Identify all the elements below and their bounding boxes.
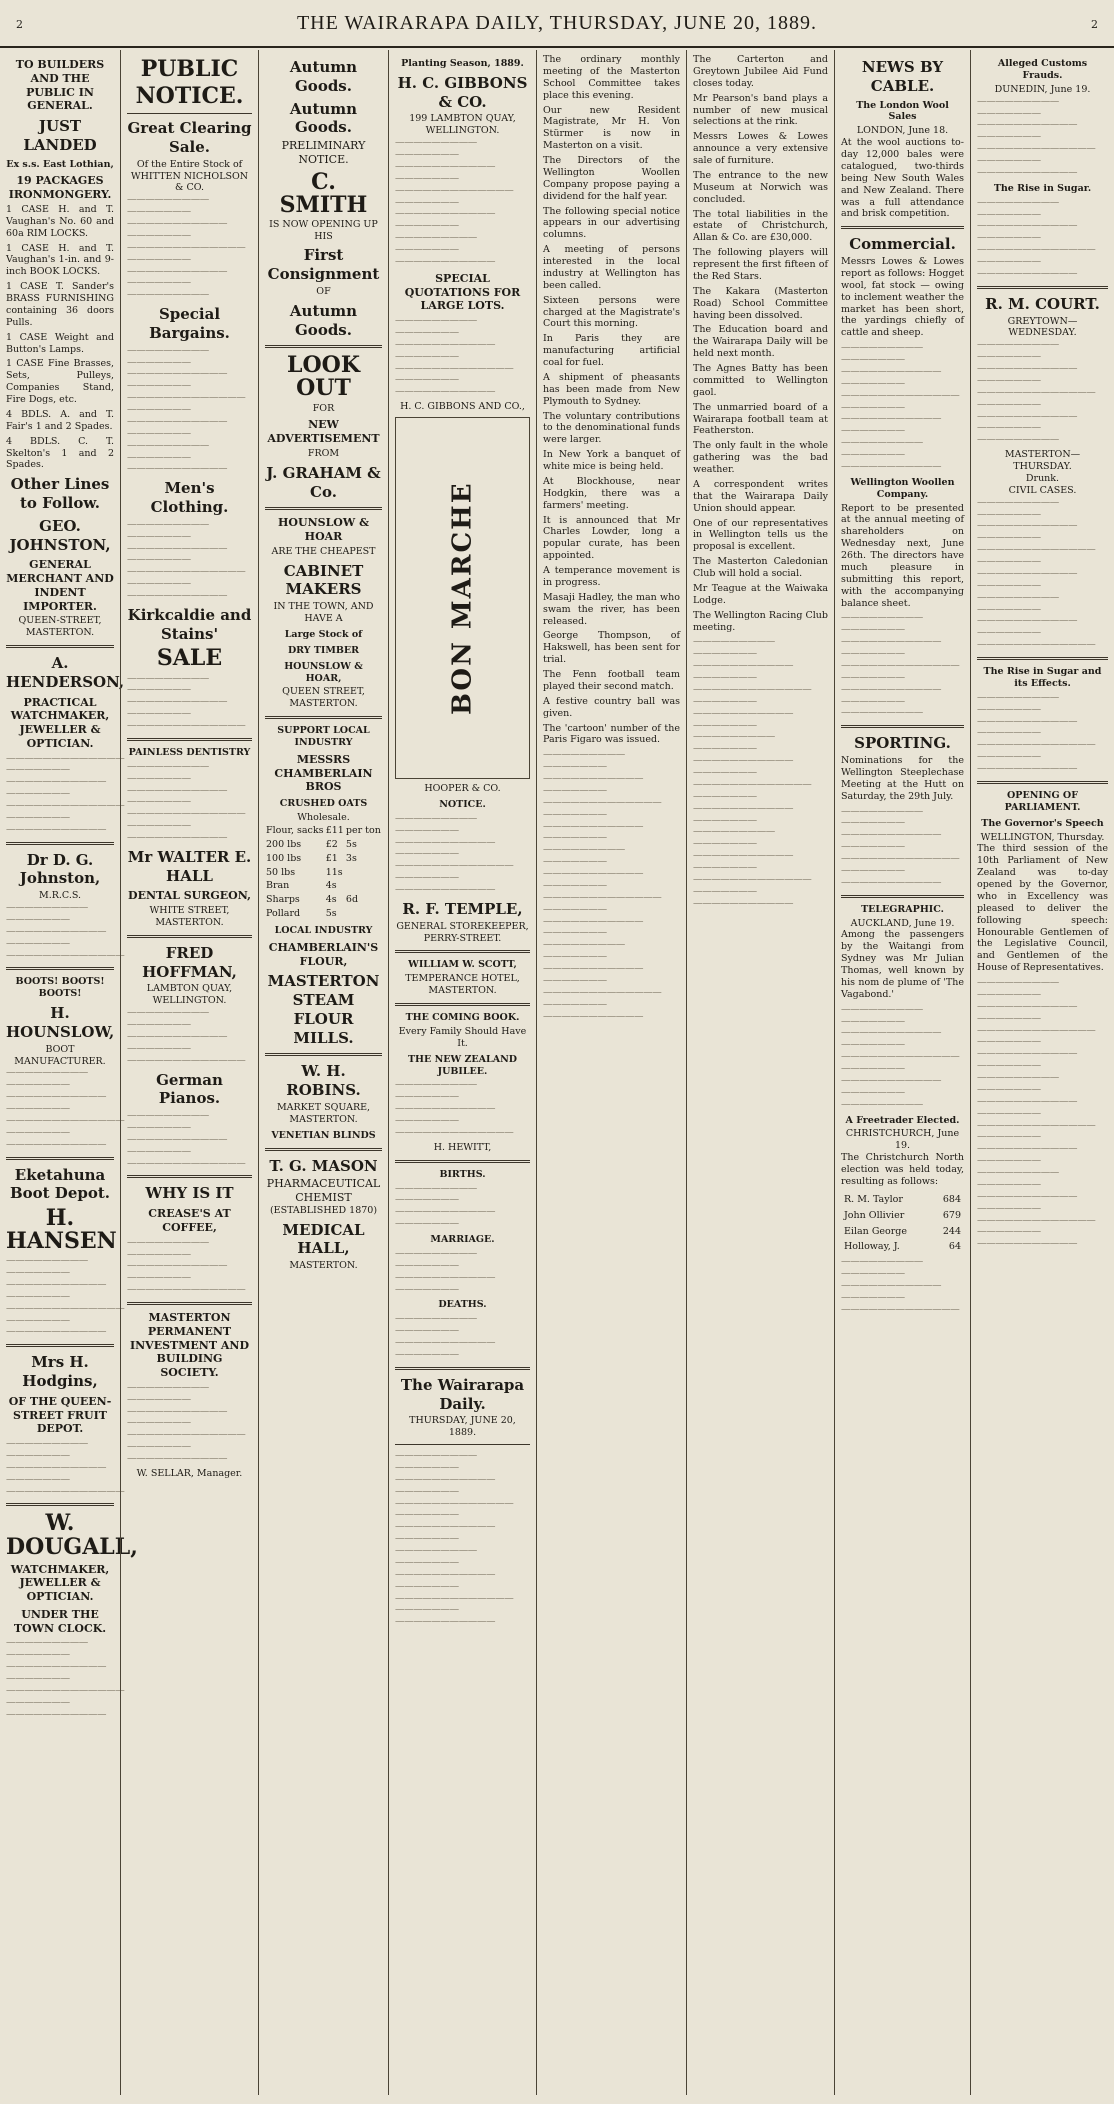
ad-agent-title: GENERAL MERCHANT AND INDENT IMPORTER. (6, 558, 114, 613)
table-row: 200 lbs £2 5s (266, 838, 357, 850)
dateline: LONDON, June 18. (856, 125, 949, 137)
news-paragraph: The Wellington Racing Club meeting. (693, 609, 828, 633)
ad-smith: C. SMITH (279, 168, 368, 218)
notice-heading: NOTICE. (439, 798, 486, 810)
ad-building-society: MASTERTON PERMANENT INVESTMENT AND BUILDING SOCIETY. (129, 1311, 249, 1380)
ad-hh-logo: HOUNSLOW & HOAR (278, 516, 369, 543)
rise-sugar-heading: The Rise in Sugar and its Effects. (983, 666, 1102, 689)
wool-sales-heading: The London Wool Sales (856, 99, 949, 123)
ad-headline: TO BUILDERS AND THE PUBLIC IN GENERAL. (15, 58, 105, 113)
parliament-heading: OPENING OF PARLIAMENT. (1004, 789, 1081, 813)
ad-pharm: PHARMACEUTICAL CHEMIST (266, 1177, 381, 1204)
ad-dougall-title: WATCHMAKER, JEWELLER & OPTICIAN. (10, 1562, 110, 1604)
ad-autumn-goods: Autumn Goods. (289, 99, 358, 137)
news-paragraph: The entrance to the new Museum at Norwich was concluded. (693, 169, 828, 205)
dateline: AUCKLAND, June 19. (850, 917, 955, 929)
news-paragraph: The unmarried board of a Wairarapa football team at Featherston. (693, 401, 828, 437)
ad-ship: Ex s.s. East Lothian, (6, 158, 114, 170)
news-paragraph: Mr Teague at the Waiwaka Lodge. (693, 582, 828, 606)
ad-item: 4 BDLS. A. and T. Fair's 1 and 2 Spades. (6, 408, 114, 432)
ad-why-is-it: WHY IS IT (145, 1184, 234, 1203)
dateline: CHRISTCHURCH, June 19. (845, 1128, 960, 1152)
table-row: 50 lbs 11s (266, 866, 343, 878)
table-row: Bran 4s (266, 880, 337, 892)
ad-gibbons-signature: H. C. GIBBONS AND CO., (400, 401, 525, 413)
ad-hansen: H. HANSEN (6, 1205, 117, 1255)
news-paragraph: The Education board and the Wairarapa Daily will be held next month. (693, 324, 828, 360)
ad-just-landed: JUST LANDED (23, 117, 97, 154)
ad-special-bargains: Special Bargains. (149, 305, 230, 342)
news-paragraph: A shipment of pheasants has been made from New Plymouth to Sydney. (543, 371, 680, 407)
ad-hall: Mr WALTER E. HALL (127, 847, 252, 885)
price-table (265, 824, 382, 921)
table-row: John Ollivier 679 (844, 1209, 961, 1221)
column-3 (258, 50, 388, 2095)
ad-henderson: A. HENDERSON, (6, 654, 125, 691)
ad-autumn-goods: Autumn Goods. (289, 58, 358, 95)
ad-boots: BOOTS! BOOTS! BOOTS! (15, 976, 105, 1000)
marriage-heading: MARRIAGE. (430, 1234, 495, 1245)
ad-new-advertisement: NEW ADVERTISEMENT (267, 418, 380, 446)
ad-entire-stock: Of the Entire Stock of WHITTEN NICHOLSON & CO. (130, 158, 249, 194)
news-paragraph: The following players will represent the first fifteen of the Red Stars. (693, 247, 828, 282)
governor-speech-heading: The Governor's Speech (981, 817, 1104, 829)
ad-dougall: W. DOUGALL, (6, 1510, 138, 1560)
ad-packages: 19 PACKAGES IRONMONGERY. (8, 174, 112, 202)
ad-hewitt: H. HEWITT, (433, 1141, 492, 1153)
ad-large-stock: Large Stock of (284, 628, 363, 640)
ad-jubilee: THE NEW ZEALAND JUBILEE. (407, 1053, 517, 1077)
ad-autumn-goods: Autumn Goods. (289, 301, 358, 339)
column-6: The Carterton and Greytown Jubilee Aid Fund closes today. Mr Pearson's band plays a number of new musical selections at the rink. Messrs Lowes & Lowes announce a very extensive sale of furniture. The entrance to the new Museum at Norwich was concluded. The total liabilities in the estate of Christchurch, Allan & Co. are £30,000. The following players will represent the first fifteen of the Red Stars. The Kakara (Masterton Road) School Committee having been dissolved. The Education board and the Wairarapa Daily will be held next month. The Agnes Batty has been committed to Wellington gaol. The unmarried board of a Wairarapa football team at Featherston. The only fault in the whole gathering was the bad weather. A correspondent writes that the Wairarapa Daily Union should appear. One of our representatives in Wellington tells us the proposal is excellent. The Masterton Caledonian Club will hold a social. Mr Teague at the Waiwaka Lodge. The Wellington Racing Club meeting. ————————— ——————— ——————————— ——————— ————————————— ——————— ——————————— ——————— ————————— ——————— ——————————— ——————— ————————————— ——————— ——————————— ——————— ————————— ——————— ——————————— ——————— ————————————— ——————— ——————————— (686, 50, 834, 2095)
news-paragraph: Messrs Lowes & Lowes announce a very extensive sale of furniture. (693, 131, 828, 166)
sporting-heading: SPORTING. (854, 734, 951, 753)
ad-item: 4 BDLS. C. T. Skelton's 1 and 2 Spades. (6, 435, 114, 471)
news-paragraph: Masaji Hadley, the man who swam the river, has been released. (543, 591, 680, 627)
news-paragraph: One of our representatives in Wellington tells us the proposal is excellent. (693, 517, 828, 553)
masthead (0, 0, 1114, 48)
news-paragraph: Our new Resident Magistrate, Mr H. Von Stürmer is now in Masterton on a visit. (543, 104, 680, 152)
ad-gibbons-address: 199 LAMBTON QUAY, WELLINGTON. (409, 113, 516, 137)
news-paragraph: A correspondent writes that the Wairarapa Daily Union should appear. (693, 478, 828, 514)
ad-creases: CREASE'S AT COFFEE, (148, 1207, 231, 1234)
ad-first-consignment: First Consignment (267, 246, 380, 284)
bon-marche-title: BON MARCHE (447, 481, 478, 715)
civil-heading: CIVIL CASES. (1008, 484, 1077, 496)
ad-public: PUBLIC (140, 56, 239, 82)
ad-medical-addr: MASTERTON. (289, 1260, 358, 1272)
ad-venetian: VENETIAN BLINDS (271, 1129, 376, 1141)
ad-hoffman-address: LAMBTON QUAY, WELLINGTON. (146, 983, 233, 1007)
column-8: Alleged Customs Frauds. DUNEDIN, June 19. ————————— ——————— ——————————— ——————— ————————————— ——————— ——————————— The Rise in Sugar. ————————— ——————— ——————————— ——————— ————————————— ——————— ——————————— R. M. COURT. GREYTOWN—WEDNESDAY. ————————— ——————— ——————————— ——————— ————————————— ——————— ——————————— ——————— ————————— MASTERTON—THURSDAY. Drunk. CIVIL CASES. ————————— ——————— ——————————— ——————— ————————————— ——————— ——————————— ——————— ————————— ——————— ——————————— ——————— ————————————— The Rise in Sugar and its Effects. ————————— ——————— ——————————— ——————— ————————————— ——————— ——————————— OPENING OF PARLIAMENT. The Governor's Speech WELLINGTON, Thursday. The third session of the 10th Parliament of New Zealand was to-day opened by the Governor, who in Excellency was pleased to deliver the following speech: Honourable Gentlemen of the Legislative Council, and Gentlemen of the House of Representatives. ————————— ——————— ——————————— ——————— ————————————— ——————— ——————————— ——————— ————————— ——————— ——————————— ——————— ————————————— ——————— ——————————— ——————— ————————— ——————— ——————————— ——————— ————————————— ——————— ——————————— (970, 50, 1114, 2095)
ad-agent-address: QUEEN-STREET, MASTERTON. (18, 615, 102, 639)
bon-marche-ad (395, 417, 530, 779)
ad-mens-clothing: Men's Clothing. (150, 479, 229, 517)
ad-german-pianos: German Pianos. (156, 1070, 223, 1108)
ad-town-clock: UNDER THE TOWN CLOCK. (13, 1607, 107, 1635)
ad-gibbons: H. C. GIBBONS & CO. (397, 73, 528, 111)
news-paragraph: Nominations for the Wellington Steeplechase Meeting at the Hutt on Saturday, the 29th July. (841, 755, 964, 802)
news-paragraph: The Kakara (Masterton Road) School Committee having been dissolved. (693, 285, 828, 321)
ad-hounslow: H. HOUNSLOW, (6, 1004, 115, 1041)
news-paragraph: At the wool auctions to-day 12,000 bales were catalogued, two-thirds being New South Wales and New Zealand. There was a full attendance and brisk competition. (841, 137, 964, 220)
paper-date: THURSDAY, JUNE 20, 1889. (409, 1415, 516, 1439)
column-7: NEWS BY CABLE. The London Wool Sales LONDON, June 18. At the wool auctions to-day 12,000 bales were catalogued, two-thirds being New South Wales and New Zealand. There was a full attendance and brisk competition. Commercial. Messrs Lowes & Lowes report as follows: Hogget wool, fat stock — owing to inclement weather the market has been short, the yardings chiefly of cattle and sheep. ————————— ——————— ——————————— ——————— ————————————— ——————— ——————————— ——————— ————————— ——————— ——————————— Wellington Woollen Company. Report to be presented at the annual meeting of shareholders on Wednesday next, June 26th. The directors have much pleasure in submitting this report, with the accompanying balance sheet. ————————— ——————— ——————————— ——————— ————————————— ——————— ——————————— ——————— ————————— SPORTING. Nominations for the Wellington Steeplechase Meeting at the Hutt on Saturday, the 29th July. ————————— ——————— ——————————— ——————— ————————————— ——————— ——————————— TELEGRAPHIC. AUCKLAND, June 19. Among the passengers by the Waitangi from Sydney was Mr Julian Thomas, well known by his nom de plume of 'The Vagabond.' ————————— ——————— ——————————— ——————— ————————————— ——————— ——————————— ——————— ————————— A Freetrader Elected. CHRISTCHURCH, June 19. The Christchurch North election was held today, resulting as follows: R. M. Taylor 684 John Ollivier 679 Eilan George 244 Holloway, J. 64 ————————— ——————— ——————————— ——————— ————————————— (834, 50, 970, 2095)
ad-special-quotations: SPECIAL QUOTATIONS FOR LARGE LOTS. (404, 271, 521, 313)
news-paragraph: The Masterton Caledonian Club will hold a social. (693, 556, 828, 579)
ad-other-lines: Other Lines to Follow. (10, 475, 110, 512)
ad-hh-address: QUEEN STREET, MASTERTON. (282, 686, 365, 710)
ad-hounslow-title: BOOT MANUFACTURER. (14, 1043, 106, 1067)
news-paragraph: Report to be presented at the annual meeting of shareholders on Wednesday next, June 26th. The directors have much pleasure in submitting this report, with the accompanying balance sheet. (841, 502, 964, 609)
news-paragraph: A temperance movement is in progress. (543, 565, 680, 588)
ad-cabinet: CABINET MAKERS (283, 561, 364, 599)
ad-dry-timber: DRY TIMBER (287, 644, 360, 656)
ad-chamberlain-flour: CHAMBERLAIN'S FLOUR, (268, 940, 379, 968)
greytown-heading: GREYTOWN—WEDNESDAY. (1007, 315, 1078, 339)
ad-support-local: SUPPORT LOCAL INDUSTRY (277, 725, 370, 748)
ad-scott-address: MASTERTON. (428, 985, 497, 997)
telegraphic-heading: TELEGRAPHIC. (861, 903, 944, 915)
table-row: Flour, sacks £11 per ton (266, 824, 381, 836)
ad-steam-mills: MASTERTON STEAM FLOUR MILLS. (267, 972, 380, 1047)
ad-scott: WILLIAM W. SCOTT, (408, 959, 517, 971)
news-paragraph: The Carterton and Greytown Jubilee Aid Fund closes today. (693, 54, 828, 89)
ad-from: FROM (307, 447, 340, 459)
ad-doctor: Dr D. G. Johnston, (19, 850, 101, 888)
customs-heading: Alleged Customs Frauds. (997, 58, 1088, 81)
sugar-heading: The Rise in Sugar. (993, 182, 1092, 194)
table-row: Eilan George 244 (844, 1225, 961, 1237)
ad-clearing-sale: Great Clearing Sale. (127, 119, 252, 156)
ad-temple-address: PERRY-STREET. (423, 932, 502, 944)
ad-of: OF (316, 285, 331, 297)
freetrader-heading: A Freetrader Elected. (845, 1114, 960, 1126)
table-row: Sharps 4s 6d (266, 894, 359, 906)
table-row: 100 lbs £1 3s (266, 852, 357, 864)
ad-robins: W. H. ROBINS. (286, 1062, 361, 1100)
masterton-heading: MASTERTON—THURSDAY. (1004, 449, 1081, 472)
ad-look-out: LOOK OUT (287, 352, 360, 402)
ad-henderson-title: PRACTICAL WATCHMAKER, JEWELLER & OPTICIAN. (10, 695, 110, 750)
newspaper-title: THE WAIRARAPA DAILY, THURSDAY, JUNE 20, 1889. (296, 11, 818, 34)
ad-scott-title: TEMPERANCE HOTEL, (405, 973, 520, 985)
news-paragraph: The ordinary monthly meeting of the Masterton School Committee takes place this evening. (543, 54, 680, 101)
ad-sellar: W. SELLAR, Manager. (136, 1467, 243, 1479)
election-table (841, 1191, 964, 1257)
page-number-left: 2 (16, 18, 23, 31)
drunk-heading: Drunk. (1025, 472, 1060, 484)
ad-cheapest: ARE THE CHEAPEST (271, 545, 376, 557)
ad-hoffman: FRED HOFFMAN, (142, 943, 237, 981)
ad-agent-name: GEO. JOHNSTON, (9, 516, 111, 554)
news-paragraph: At Blockhouse, near Hodgkin, there was a farmers' meeting. (543, 475, 680, 511)
ad-notice: NOTICE. (135, 83, 244, 110)
table-row: R. M. Taylor 684 (844, 1193, 961, 1205)
ad-opening: IS NOW OPENING UP HIS (269, 218, 378, 242)
bon-marche-sub: HOOPER & CO. (424, 783, 501, 794)
ad-coming-book: THE COMING BOOK. (405, 1012, 520, 1023)
ad-in-town: IN THE TOWN, AND HAVE A (273, 601, 374, 624)
news-paragraph: The Directors of the Wellington Woollen Company propose paying a dividend for the half year. (543, 155, 680, 202)
rm-court-heading: R. M. COURT. (985, 294, 1100, 313)
news-paragraph: The following special notice appears in our advertising columns. (543, 205, 680, 241)
ad-crushed-oats: CRUSHED OATS (279, 798, 368, 810)
commercial-heading: Commercial. (849, 235, 956, 254)
news-paragraph: Messrs Lowes & Lowes report as follows: Hogget wool, fat stock — owing to inclement weather the market has been short, the yardings chiefly of cattle and sheep. (841, 256, 964, 339)
news-paragraph: Among the passengers by the Waitangi from Sydney was Mr Julian Thomas, well known by his nom de plume of 'The Vagabond.' (841, 929, 964, 1000)
ad-item: 1 CASE Weight and Button's Lamps. (6, 331, 114, 355)
ad-item: 1 CASE Fine Brasses, Sets, Pulleys, Companies Stand, Fire Dogs, etc. (6, 358, 114, 405)
news-paragraph: The Agnes Batty has been committed to Wellington gaol. (693, 363, 828, 398)
ad-temple-title: GENERAL STOREKEEPER, (396, 920, 529, 932)
news-paragraph: The third session of the 10th Parliament of New Zealand was to-day opened by the Governor, who in Excellency was pleased to deliver the following speech: Honourable Gentlemen of the Legislative Council, and Gentlemen of the House of Representatives. (977, 843, 1108, 974)
news-paragraph: The only fault in the whole gathering was the bad weather. (693, 440, 828, 475)
ad-kirkcaldie: Kirkcaldie and Stains' (127, 605, 252, 643)
ad-hh-name: HOUNSLOW & HOAR, (284, 660, 363, 684)
ad-graham: J. GRAHAM & Co. (266, 463, 381, 501)
ad-planting: Planting Season, 1889. (401, 58, 524, 69)
ad-item: 1 CASE T. Sander's BRASS FURNISHING containing 36 doors Pulls. (6, 281, 114, 328)
ad-eketahuna: Eketahuna Boot Depot. (9, 1165, 111, 1203)
ad-temple: R. F. TEMPLE, (402, 899, 523, 918)
paper-nameplate: The Wairarapa Daily. (400, 1375, 525, 1413)
ad-item: 1 CASE H. and T. Vaughan's No. 60 and 60a RIM LOCKS. (6, 203, 114, 239)
ad-hodgins: Mrs H. Hodgins, (22, 1353, 98, 1391)
ad-mason: T. G. MASON (269, 1156, 378, 1175)
news-paragraph: George Thompson, of Hakswell, has been sent for trial. (543, 630, 680, 666)
column-1: TO BUILDERS AND THE PUBLIC IN GENERAL. JUST LANDED Ex s.s. East Lothian, 19 PACKAGES IRONMONGERY. 1 CASE H. and T. Vaughan's No. 60 and 60a RIM LOCKS. 1 CASE H. and T. Vaughan's 1-in. and 9-inch BOOK LOCKS. 1 CASE T. Sander's BRASS FURNISHING containing 36 doors Pulls. 1 CASE Weight and Button's Lamps. 1 CASE Fine Brasses, Sets, Pulleys, Companies Stand, Fire Dogs, etc. 4 BDLS. A. and T. Fair's 1 and 2 Spades. 4 BDLS. C. T. Skelton's 1 and 2 Spades. Other Lines to Follow. GEO. JOHNSTON, GENERAL MERCHANT AND INDENT IMPORTER. QUEEN-STREET, MASTERTON. A. HENDERSON, PRACTICAL WATCHMAKER, JEWELLER & OPTICIAN. ————————————— ——————— ——————————— ——————— ————————————— ——————— ——————————— Dr D. G. Johnston, M.R.C.S. ————————— ——————— ——————————— ——————— ————————————— BOOTS! BOOTS! BOOTS! H. HOUNSLOW, BOOT MANUFACTURER. ————————— ——————— ——————————— ——————— ————————————— ——————— ——————————— Eketahuna Boot Depot. H. HANSEN ————————— ——————— ——————————— ——————— ————————————— ——————— ——————————— Mrs H. Hodgins, OF THE QUEEN-STREET FRUIT DEPOT. ————————— ——————— ——————————— ——————— ————————————— W. DOUGALL, WATCHMAKER, JEWELLER & OPTICIAN. UNDER THE TOWN CLOCK. ————————— ——————— ——————————— ——————— ————————————— ——————— ——————————— (6, 58, 138, 1720)
deaths-heading: DEATHS. (438, 1299, 487, 1311)
news-paragraph: The Christchurch North election was held today, resulting as follows: (841, 1152, 964, 1187)
table-row: Holloway, J. 64 (844, 1241, 961, 1253)
news-paragraph: Mr Pearson's band plays a number of new musical selections at the rink. (693, 92, 828, 128)
ad-doctor-title: M.R.C.S. (38, 890, 82, 902)
ad-medical-hall: MEDICAL HALL, (282, 1220, 365, 1258)
births-heading: BIRTHS. (439, 1168, 486, 1180)
column-2: PUBLIC NOTICE. Great Clearing Sale. Of the Entire Stock of WHITTEN NICHOLSON & CO. ————————— ——————— ——————————— ——————— ————————————— ——————— ——————————— ——————— ————————— Special Bargains. ————————— ——————— ——————————— ——————— ————————————— ——————— ——————————— ——————— ————————— ——————— ——————————— Men's Clothing. ————————— ——————— ——————————— ——————— ————————————— ——————— ——————————— Kirkcaldie and Stains' SALE ————————— ——————— ——————————— ——————— ————————————— PAINLESS DENTISTRY ————————— ——————— ——————————— ——————— ————————————— ——————— ——————————— Mr WALTER E. HALL DENTAL SURGEON, WHITE STREET, MASTERTON. FRED HOFFMAN, LAMBTON QUAY, WELLINGTON. ————————— ——————— ——————————— ——————— ————————————— German Pianos. ————————— ——————— ——————————— ——————— ————————————— WHY IS IT CREASE'S AT COFFEE, ————————— ——————— ——————————— ——————— ————————————— MASTERTON PERMANENT INVESTMENT AND BUILDING SOCIETY. ————————— ——————— ——————————— ——————— ————————————— ——————— ——————————— W. SELLAR, Manager. (120, 50, 258, 2095)
dateline: WELLINGTON, Thursday. (980, 831, 1105, 843)
ad-painless: PAINLESS DENTISTRY (128, 746, 251, 758)
ad-hall-address: WHITE STREET, MASTERTON. (149, 905, 230, 929)
news-by-cable: NEWS BY CABLE. (861, 58, 944, 95)
page-number-right: 2 (1091, 18, 1098, 31)
ad-hodgins-title: OF THE QUEEN-STREET FRUIT DEPOT. (8, 1394, 112, 1436)
news-paragraph: The total liabilities in the estate of Christchurch, Allan & Co. are £30,000. (693, 208, 828, 244)
news-paragraph: It is announced that Mr Charles Lowder, long a popular curate, has been appointed. (543, 514, 680, 562)
news-paragraph: The voluntary contributions to the denominational funds were larger. (543, 410, 680, 446)
ad-item: 1 CASE H. and T. Vaughan's 1-in. and 9-inch BOOK LOCKS. (6, 242, 114, 278)
ad-chamberlain: MESSRS CHAMBERLAIN BROS (274, 752, 373, 794)
news-paragraph: A meeting of persons interested in the local industry at Wellington has been called. (543, 244, 680, 291)
table-row: Pollard 5s (266, 908, 337, 920)
ad-market-square: MARKET SQUARE, MASTERTON. (276, 1101, 371, 1125)
news-paragraph: In Paris they are manufacturing artificial coal for fuel. (543, 333, 680, 368)
news-paragraph: In New York a banquet of white mice is being held. (543, 449, 680, 472)
column-4: Planting Season, 1889. H. C. GIBBONS & CO. 199 LAMBTON QUAY, WELLINGTON. ————————— ——————— ——————————— ——————— ————————————— ——————— ——————————— ——————— ————————— ——————— ——————————— SPECIAL QUOTATIONS FOR LARGE LOTS. ————————— ——————— ——————————— ——————— ————————————— ——————— ——————————— H. C. GIBBONS AND CO., BON MARCHE HOOPER & CO. NOTICE. ————————— ——————— ——————————— ——————— ————————————— ——————— ——————————— R. F. TEMPLE, GENERAL STOREKEEPER, PERRY-STREET. WILLIAM W. SCOTT, TEMPERANCE HOTEL, MASTERTON. THE COMING BOOK. Every Family Should Have It. THE NEW ZEALAND JUBILEE. ————————— ——————— ——————————— ——————— ————————————— H. HEWITT, BIRTHS. ————————— ——————— ——————————— ——————— MARRIAGE. ————————— ——————— ——————————— ——————— DEATHS. ————————— ——————— ——————————— ——————— The Wairarapa Daily. THURSDAY, JUNE 20, 1889. ————————— ——————— ——————————— ——————— ————————————— ——————— ——————————— ——————— ————————— ——————— ——————————— ——————— ————————————— ——————— ——————————— (388, 50, 536, 2095)
news-paragraph: Sixteen persons were charged at the Magistrate's Court this morning. (543, 294, 680, 330)
column-5: The ordinary monthly meeting of the Masterton School Committee takes place this evening. Our new Resident Magistrate, Mr H. Von Stürmer is now in Masterton on a visit. The Directors of the Wellington Woollen Company propose paying a dividend for the half year. The following special notice appears in our advertising columns. A meeting of persons interested in the local industry at Wellington has been called. Sixteen persons were charged at the Magistrate's Court this morning. In Paris they are manufacturing artificial coal for fuel. A shipment of pheasants has been made from New Plymouth to Sydney. The voluntary contributions to the denominational funds were larger. In New York a banquet of white mice is being held. At Blockhouse, near Hodgkin, there was a farmers' meeting. It is announced that Mr Charles Lowder, long a popular curate, has been appointed. A temperance movement is in progress. Masaji Hadley, the man who swam the river, has been released. George Thompson, of Hakswell, has been sent for trial. The Fenn football team played their second match. A festive country ball was given. The 'cartoon' number of the Paris Figaro was issued. ————————— ——————— ——————————— ——————— ————————————— ——————— ——————————— ——————— ————————— ——————— ——————————— ——————— ————————————— ——————— ——————————— ——————— ————————— ——————— ——————————— ——————— ————————————— ——————— ——————————— (536, 50, 686, 2095)
ad-local-industry: LOCAL INDUSTRY (274, 925, 373, 936)
ad-for: FOR (312, 402, 335, 414)
ad-kirkcaldie-sale: SALE (156, 645, 223, 672)
news-paragraph: The Fenn football team played their second match. (543, 669, 680, 692)
woollen-company-heading: Wellington Woollen Company. (850, 476, 955, 500)
ad-preliminary: PRELIMINARY NOTICE. (281, 139, 366, 166)
news-paragraph: The 'cartoon' number of the Paris Figaro was issued. (543, 722, 680, 746)
news-paragraph: A festive country ball was given. (543, 695, 680, 719)
ad-every-family: Every Family Should Have It. (398, 1025, 527, 1049)
dateline: DUNEDIN, June 19. (994, 83, 1091, 95)
price-table-head: Wholesale. (297, 812, 350, 823)
ad-est: (ESTABLISHED 1870) (269, 1204, 378, 1216)
ad-hall-title: DENTAL SURGEON, (128, 889, 251, 903)
